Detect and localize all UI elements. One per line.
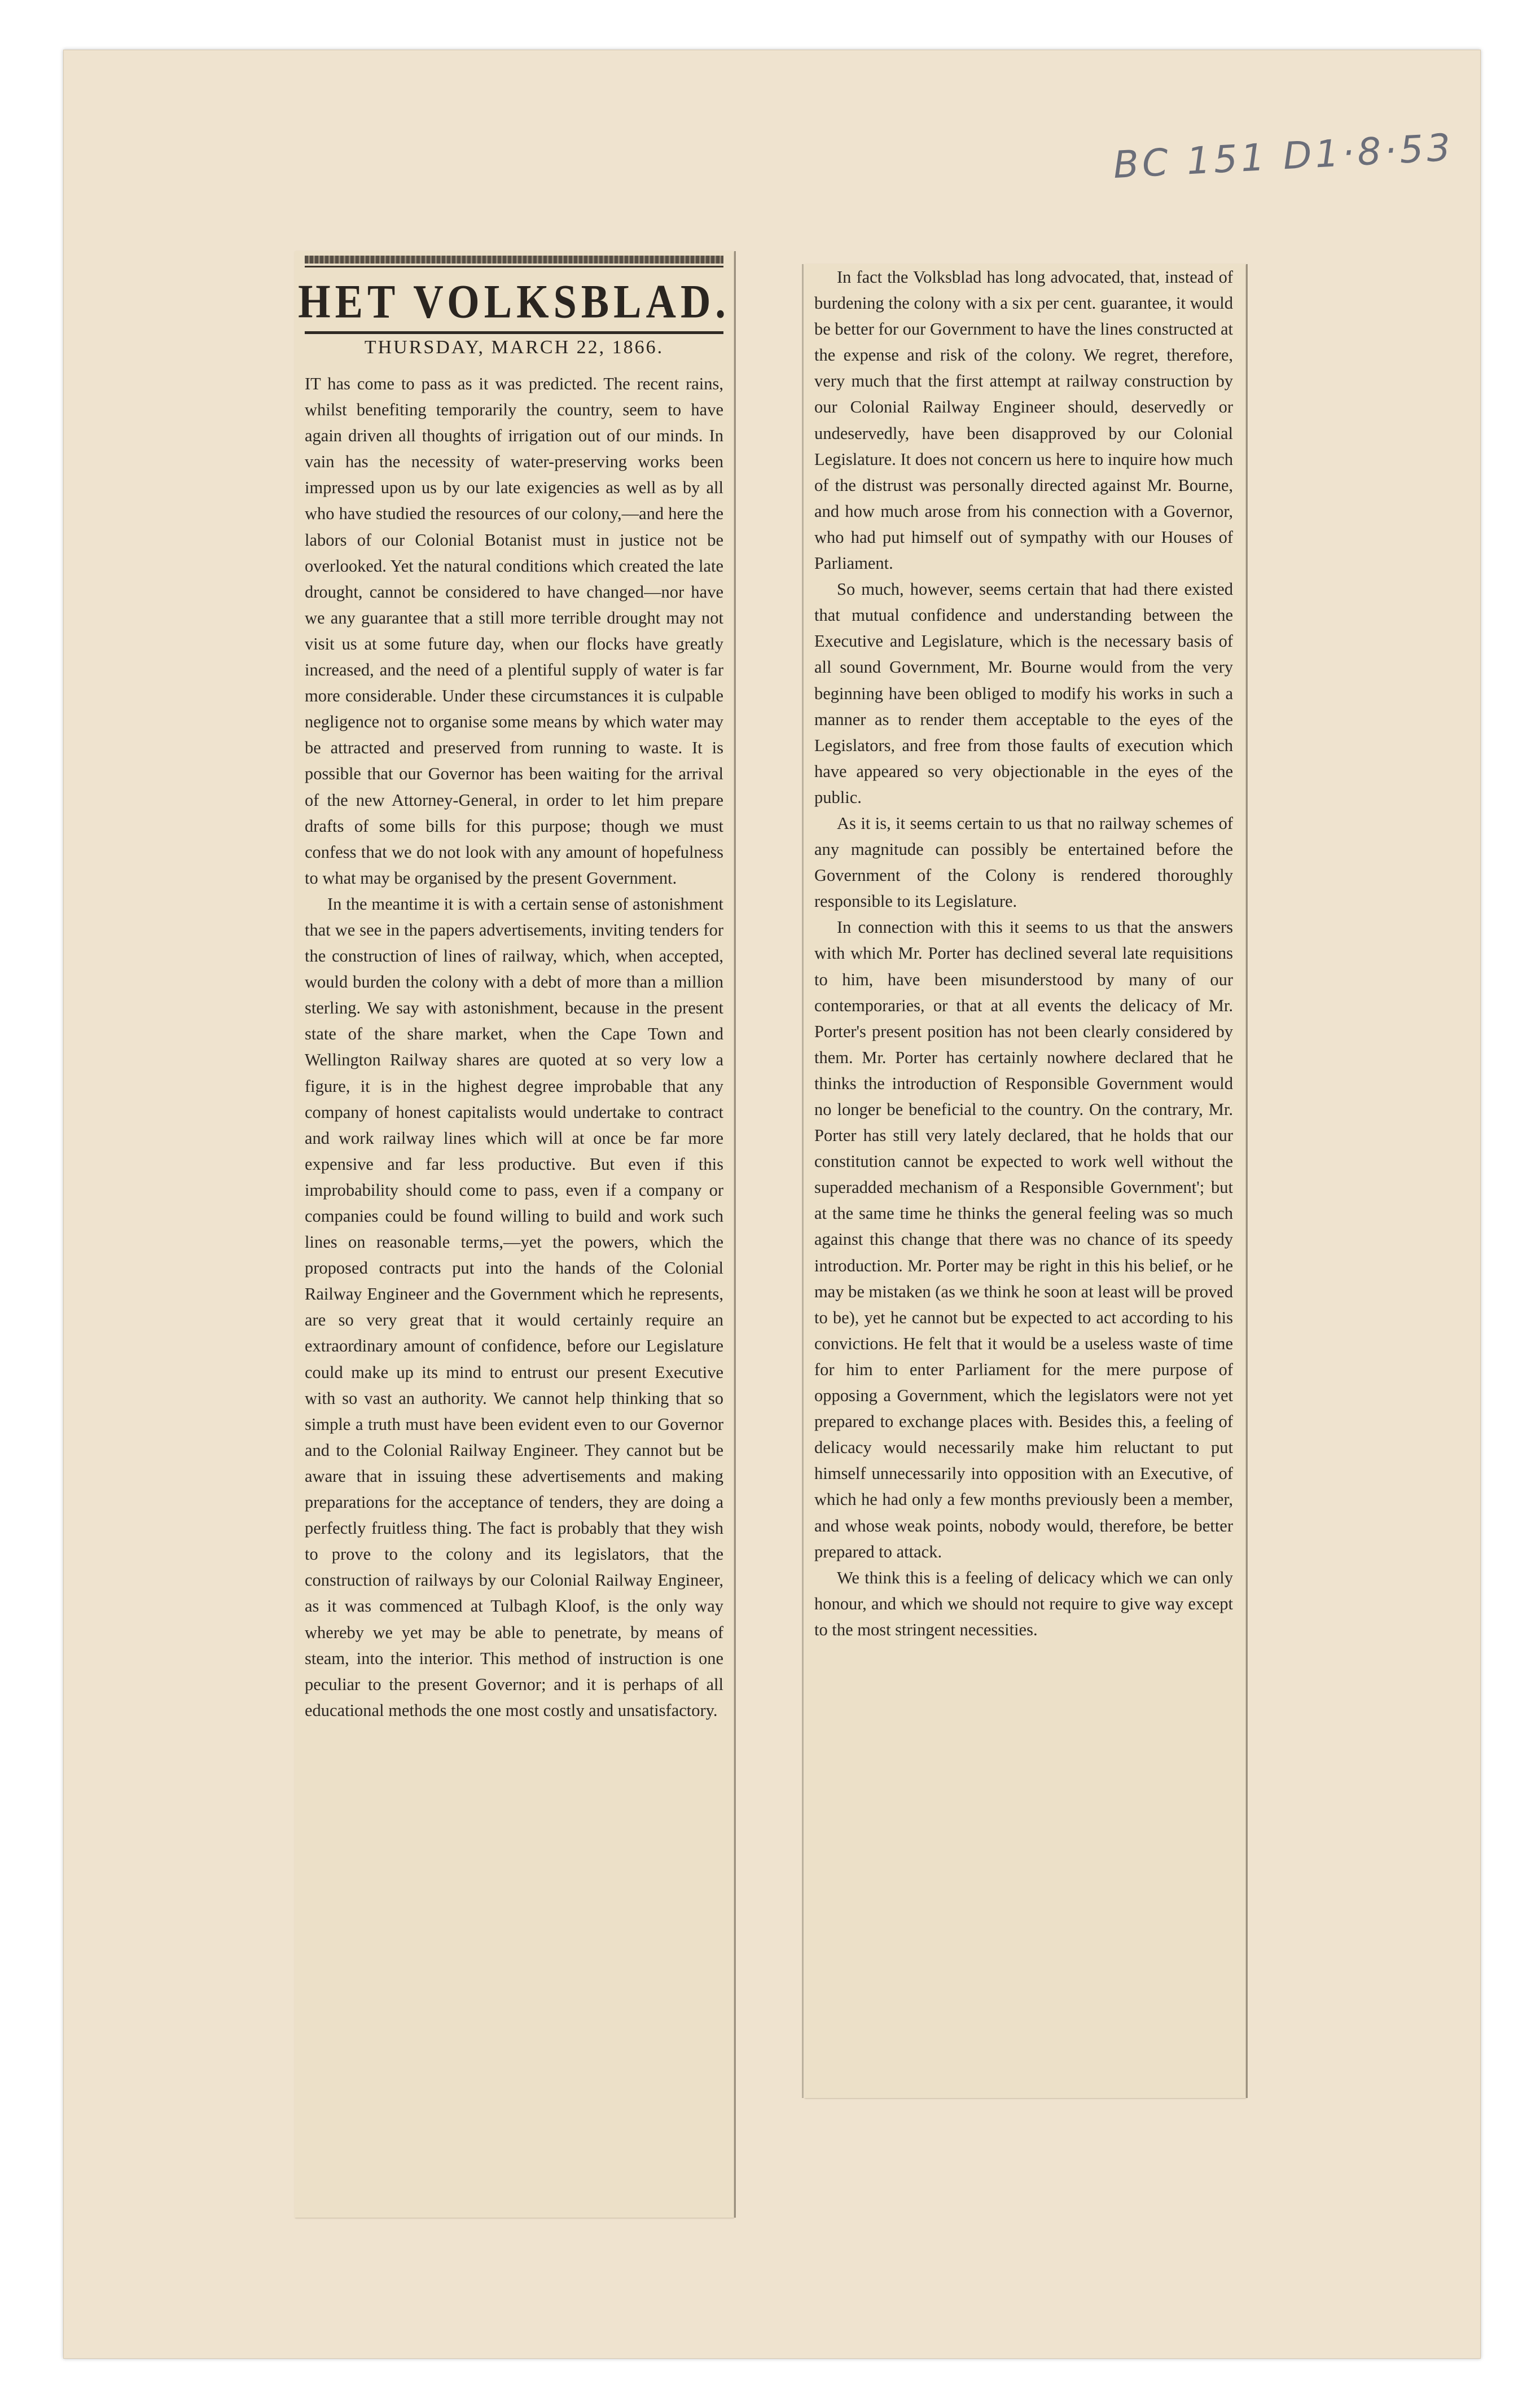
article-paragraph: So much, however, seems certain that had there existed that mutual confidence and understanding between the Executive and Legislature, which is the necessary basis of all sound Government, Mr. Bourne would from the very beginning have been obliged to modify his works in such a manner as to render them acceptable to the eyes of the Legislators, and free from those faults of execution which have appeared so very objectionable in the eyes of the public. — [814, 580, 1233, 807]
article-paragraph: IT has come to pass as it was predicted. The recent rains, whilst benefiting temporarily the country, seem to have again driven all thoughts of irrigation out of our minds. In vain has the necessity of water-preserving works been impressed upon us by our late exigencies as well as by all who have studied the resources of our colony,—and here the labors of our Colonial Botanist must in justice not be overlooked. Yet the natural conditions which created the late drought, cannot be considered to have changed—nor have we any guarantee that a still more terrible drought may not visit us at some future day, when our flocks have greatly increased, and the need of a plentiful supply of water is far more considerable. Under these circumstances it is culpable negligence not to organise some means by which water may be attracted and preserved from running to waste. It is possible that our Governor has been waiting for the arrival of the new Attorney-General, in order to let him prepare drafts of some bills for this purpose; though we must confess that we do not look with any amount of hopefulness to what may be organised by the present Government. — [305, 374, 723, 888]
article-paragraph: In fact the Volksblad has long advocated, that, instead of burdening the colony with a six per cent. guarantee, it would be better for our Government to have the lines constructed at the expense and risk of the colony. We regret, therefore, very much that the first attempt at railway construction by our Colonial Railway Engineer should, deservedly or undeservedly, have been disapproved by our Colonial Legislature. It does not concern us here to inquire how much of the distrust was personally directed against Mr. Bourne, and how much arose from his connection with a Governor, who had put himself out of sympathy with our Houses of Parliament. — [814, 267, 1233, 573]
article-continuation — [814, 264, 1233, 1643]
archive-sheet — [63, 50, 1481, 2359]
newspaper-clipping-left — [295, 251, 734, 2218]
dateline: THURSDAY, MARCH 22, 1866. — [364, 337, 664, 358]
clipping-edge — [1246, 264, 1248, 2098]
clipping-edge — [802, 264, 804, 2098]
newspaper-clipping-right — [804, 264, 1245, 2098]
article-body — [305, 371, 723, 1723]
article-paragraph: In the meantime it is with a certain sense of astonishment that we see in the papers advertisements, inviting tenders for the construction of lines of railway, which, when accepted, would burden the colony with a debt of more than a million sterling. We say with astonishment, because in the present state of the share market, when the Cape Town and Wellington Railway shares are quoted at so very low a figure, it is in the highest degree improbable that any company of honest capitalists would undertake to contract and work railway lines which will at once be far more expensive and far less productive. But even if this improbability should come to pass, even if a company or companies could be found willing to build and work such lines on reasonable terms,—yet the powers, which the proposed contracts put into the hands of the Colonial Railway Engineer and the Government which he represents, are so very great that it would certainly require an extraordinary amount of confidence, before our Legislature could make up its mind to entrust our present Executive with so vast an authority. We cannot help thinking that so simple a truth must have been evident even to our Governor and to the Colonial Railway Engineer. They cannot but be aware that in issuing these advertisements and making preparations for the acceptance of tenders, they are doing a perfectly fruitless thing. The fact is probably that they wish to prove to the colony and its legislators, that the construction of railways by our Colonial Railway Engineer, as it was commenced at Tulbagh Kloof, is the only way whereby we yet may be able to penetrate, by means of steam, into the interior. This method of instruction is one peculiar to the present Governor; and it is perhaps of all educational methods the one most costly and unsatisfactory. — [305, 894, 723, 1720]
article-paragraph: In connection with this it seems to us that the answers with which Mr. Porter has declined several late requisitions to him, have been misunderstood by many of our contemporaries, or that at all events the delicacy of Mr. Porter's present position has not been clearly considered by them. Mr. Porter has certainly nowhere declared that he thinks the introduction of Responsible Government would no longer be beneficial to the country. On the contrary, Mr. Porter has still very lately declared, that he holds that our constitution cannot be expected to work well without the superadded mechanism of a Responsible Government'; but at the same time he thinks the general feeling was so much against this change that there was no chance of its speedy introduction. Mr. Porter may be right in this his belief, or he may be mistaken (as we think he soon at least will be proved to be), yet he cannot but be expected to act according to his convictions. He felt that it would be a useless waste of time for him to enter Parliament for the mere purpose of opposing a Government, which the legislators were not yet prepared to exchange places with. Besides this, a feeling of delicacy would necessarily make him reluctant to put himself unnecessarily into opposition with an Executive, of which he had only a few months previously been a member, and whose weak points, nobody would, therefore, be better prepared to attack. — [814, 918, 1233, 1561]
article-paragraph: We think this is a feeling of delicacy which we can only honour, and which we should not require to give way except to the most stringent necessities. — [814, 1568, 1233, 1639]
article-paragraph: As it is, it seems certain to us that no railway schemes of any magnitude can possibly be entertained before the Government of the Colony is rendered thoroughly responsible to its Legislature. — [814, 813, 1233, 911]
masthead-ornament-rule — [305, 256, 723, 264]
archive-reference: BC 151 D1·8·53 — [1112, 125, 1455, 187]
clipping-edge — [734, 251, 736, 2218]
masthead-bottom-rule — [305, 331, 723, 334]
newspaper-masthead: HET VOLKSBLAD. — [298, 275, 730, 329]
masthead-top-rule — [305, 266, 723, 267]
